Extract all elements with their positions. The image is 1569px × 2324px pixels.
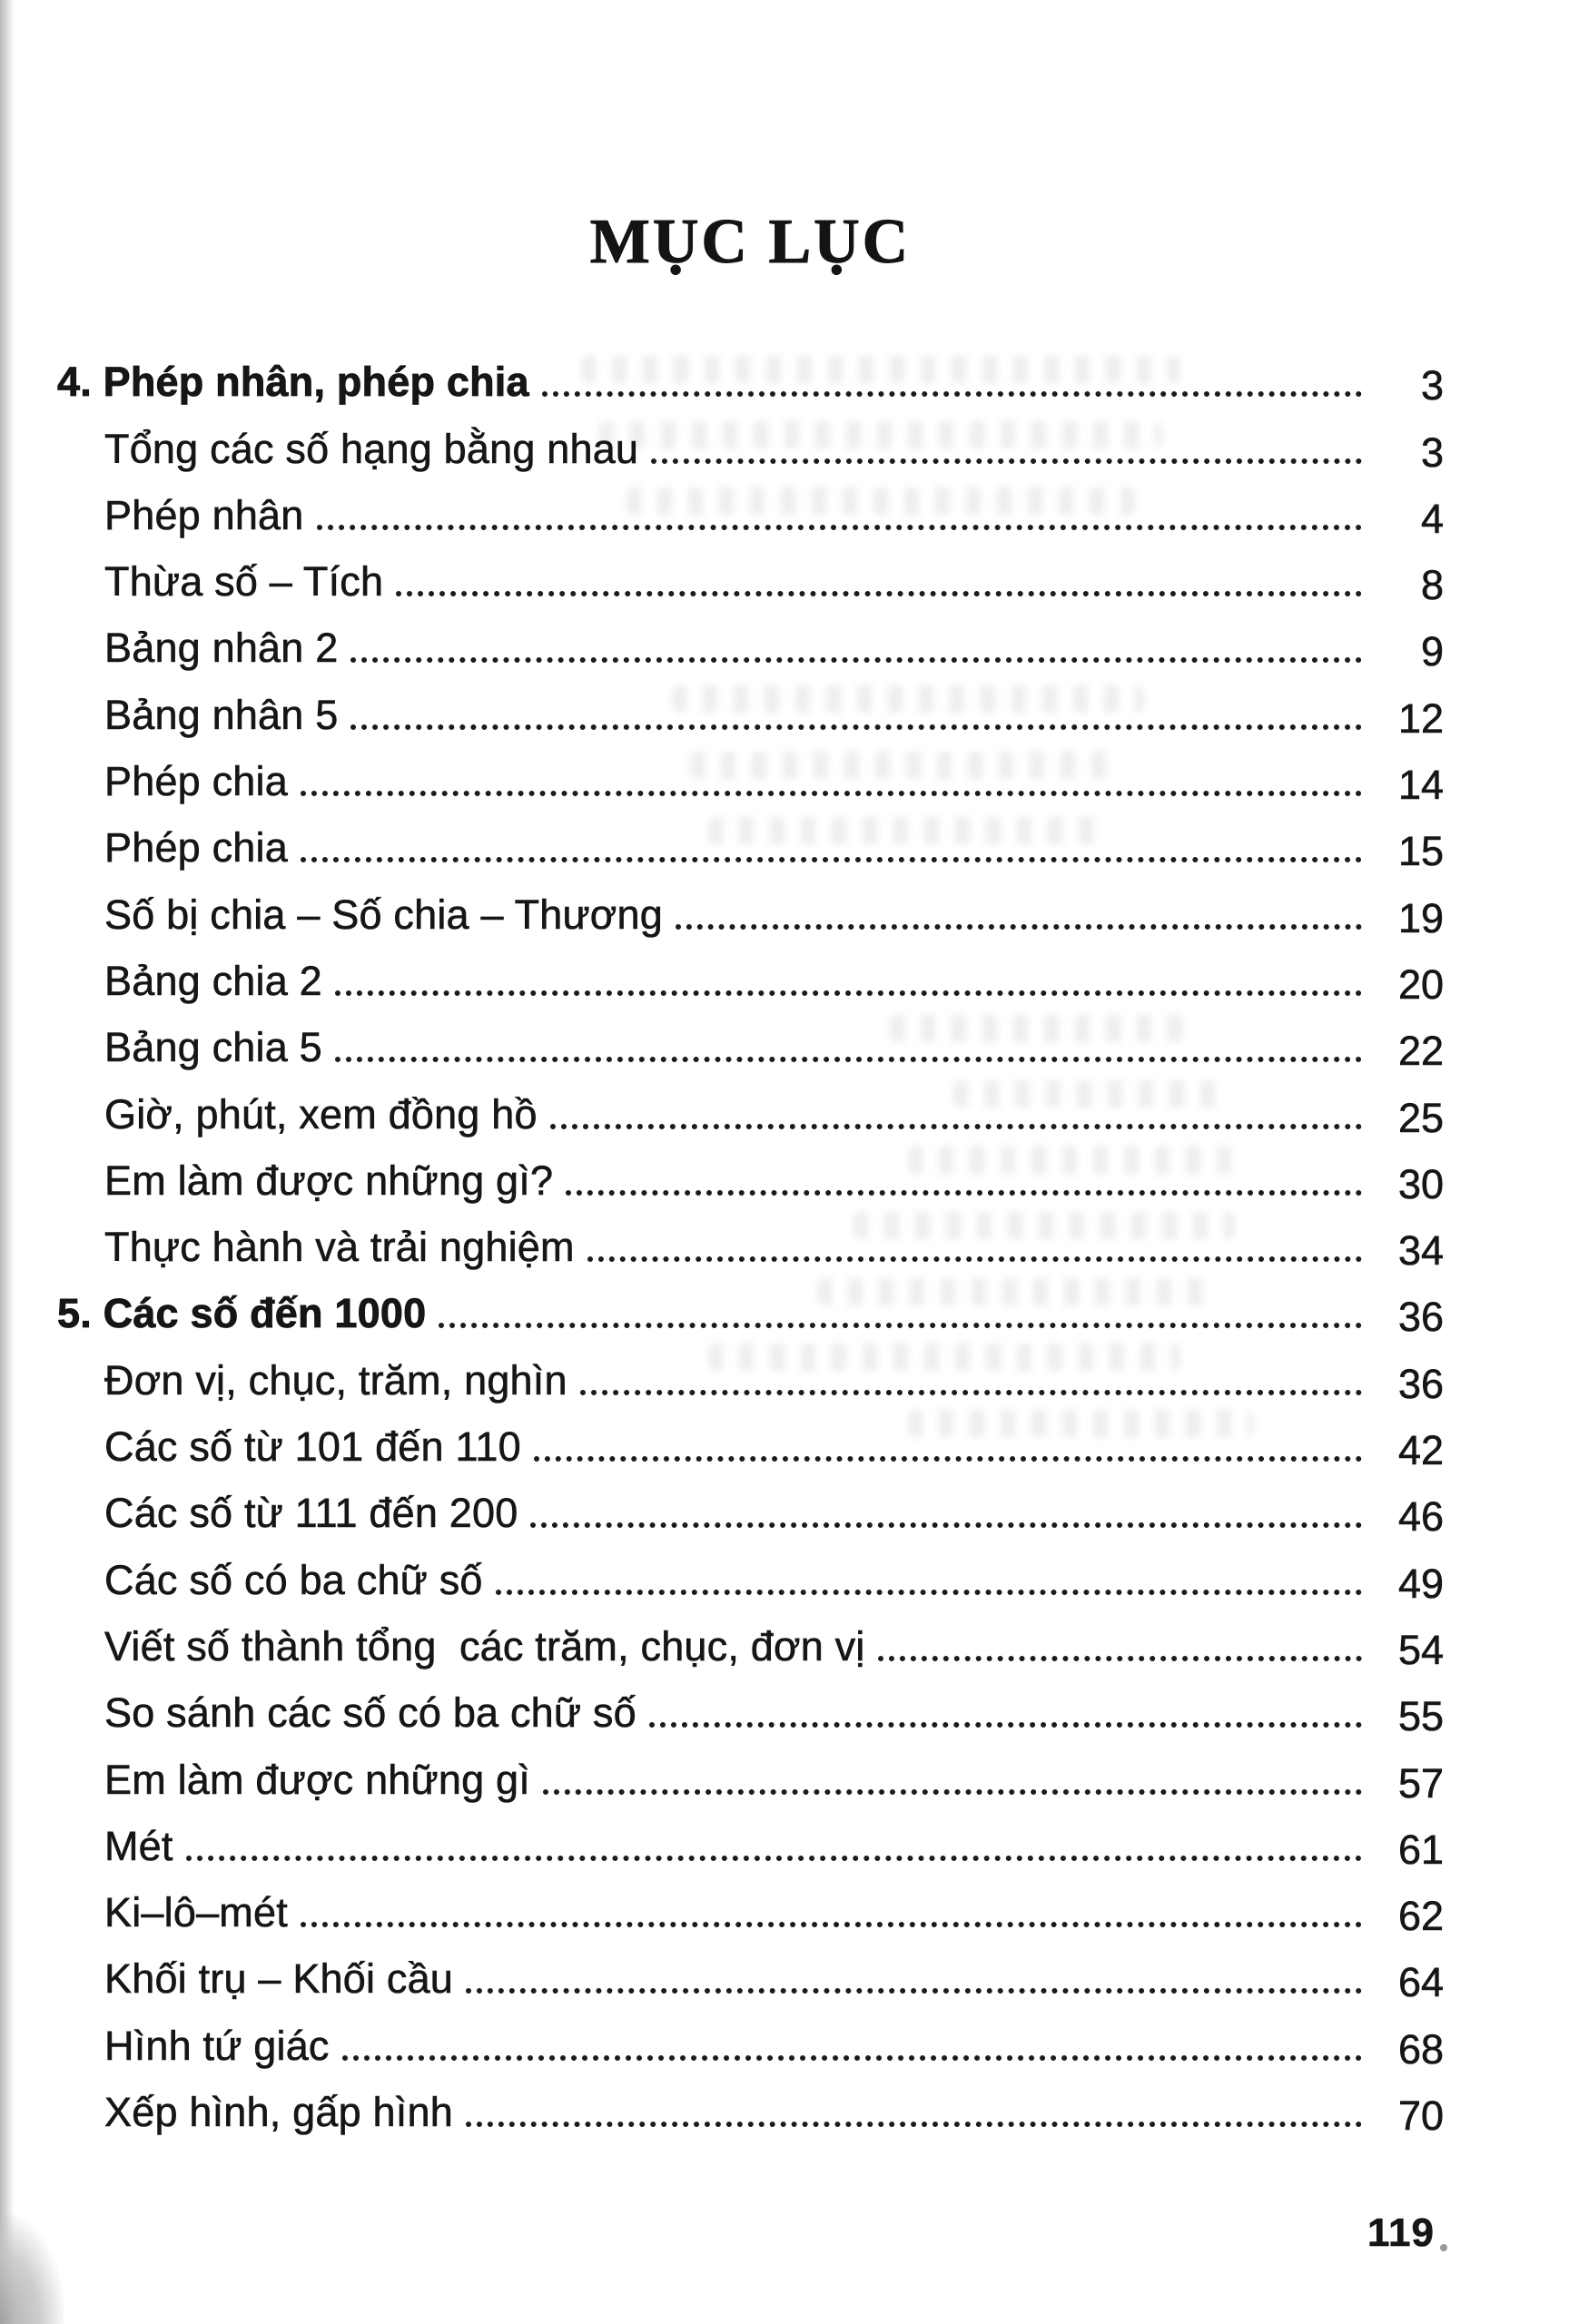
toc-entry-title: 5. Các số đến 1000 bbox=[57, 1290, 427, 1337]
toc-entry-title: Em làm được những gì? bbox=[104, 1157, 554, 1204]
toc-page-number: 49 bbox=[1397, 1560, 1444, 1607]
dotted-leader bbox=[396, 591, 1362, 596]
dotted-leader bbox=[676, 924, 1362, 930]
toc-row bbox=[57, 1401, 1444, 1474]
toc-page-number: 8 bbox=[1420, 562, 1444, 609]
page-title: MỤC LỤC bbox=[589, 207, 912, 277]
toc-entry-title: Phép chia bbox=[104, 758, 288, 805]
toc-page-number: 36 bbox=[1397, 1360, 1444, 1407]
toc-page-number: 19 bbox=[1397, 894, 1444, 941]
dotted-leader bbox=[301, 1922, 1362, 1927]
dotted-leader bbox=[580, 1390, 1362, 1395]
toc-page-number: 64 bbox=[1397, 1959, 1444, 2006]
toc-entry-title: Bảng chia 5 bbox=[104, 1024, 322, 1071]
toc-entry-title: Mét bbox=[104, 1822, 173, 1869]
toc-row bbox=[57, 1667, 1444, 1740]
toc-row bbox=[57, 1068, 1444, 1141]
dotted-leader bbox=[301, 791, 1362, 796]
toc-row bbox=[57, 1866, 1444, 1940]
toc-page-number: 36 bbox=[1397, 1294, 1444, 1341]
toc-page-number: 22 bbox=[1397, 1028, 1444, 1075]
toc-page-number: 3 bbox=[1420, 428, 1444, 476]
dotted-leader bbox=[350, 724, 1362, 730]
toc-page-number: 9 bbox=[1420, 628, 1444, 675]
toc-page-number: 34 bbox=[1397, 1227, 1444, 1275]
dotted-leader bbox=[466, 2122, 1362, 2127]
dotted-leader bbox=[496, 1590, 1362, 1595]
dotted-leader bbox=[649, 1722, 1362, 1728]
dotted-leader bbox=[335, 1057, 1362, 1062]
toc-entry-title: Các số từ 101 đến 110 bbox=[104, 1423, 521, 1471]
toc-row bbox=[57, 536, 1444, 609]
dotted-leader bbox=[530, 1522, 1362, 1528]
toc-entry-title: Thực hành và trải nghiệm bbox=[104, 1224, 575, 1271]
toc-page-number: 61 bbox=[1397, 1826, 1444, 1873]
toc-row bbox=[57, 802, 1444, 875]
toc-row bbox=[57, 1600, 1444, 1673]
dotted-leader bbox=[186, 1856, 1362, 1861]
toc-row bbox=[57, 336, 1444, 409]
toc-entry-title: Em làm được những gì bbox=[104, 1756, 530, 1803]
scan-speck bbox=[1440, 2244, 1447, 2251]
toc-row bbox=[57, 1001, 1444, 1075]
toc-entry-title: Bảng nhân 2 bbox=[104, 625, 339, 672]
toc-entry-title: Xếp hình, gấp hình bbox=[104, 2089, 453, 2136]
toc-entry-title: 4. Phép nhân, phép chia bbox=[57, 359, 529, 406]
toc-row bbox=[57, 735, 1444, 809]
toc-list bbox=[57, 336, 1444, 2140]
toc-entry-title: Số bị chia – Số chia – Thương bbox=[104, 891, 663, 938]
toc-entry-title: Tổng các số hạng bằng nhau bbox=[104, 425, 639, 472]
dotted-leader bbox=[566, 1190, 1362, 1196]
toc-page-number: 25 bbox=[1397, 1094, 1444, 1141]
toc-row bbox=[57, 1933, 1444, 2006]
scan-corner-artifact bbox=[0, 2215, 64, 2324]
dotted-leader bbox=[878, 1656, 1362, 1661]
toc-row bbox=[57, 2066, 1444, 2140]
toc-entry-title: Các số từ 111 đến 200 bbox=[104, 1490, 518, 1537]
dotted-leader bbox=[342, 2055, 1362, 2061]
toc-page-number: 30 bbox=[1397, 1160, 1444, 1207]
dotted-leader bbox=[466, 1988, 1362, 1994]
footer-page-number bbox=[1367, 2213, 1435, 2253]
dotted-leader bbox=[550, 1124, 1362, 1129]
toc-row bbox=[57, 1733, 1444, 1807]
toc-row bbox=[57, 1334, 1444, 1407]
toc-page-number: 46 bbox=[1397, 1493, 1444, 1541]
dotted-leader bbox=[350, 657, 1362, 663]
toc-page-number: 54 bbox=[1397, 1626, 1444, 1673]
toc-row bbox=[57, 469, 1444, 542]
dotted-leader bbox=[439, 1323, 1362, 1328]
dotted-leader bbox=[542, 391, 1362, 397]
toc-row bbox=[57, 1999, 1444, 2073]
toc-row bbox=[57, 402, 1444, 476]
toc-row bbox=[57, 1533, 1444, 1607]
dotted-leader bbox=[317, 525, 1362, 530]
footer-page-number-text: 119 bbox=[1367, 2211, 1435, 2255]
toc-page-number: 4 bbox=[1420, 495, 1444, 542]
toc-row bbox=[57, 668, 1444, 742]
toc-row bbox=[57, 1800, 1444, 1873]
toc-row bbox=[57, 935, 1444, 1008]
toc-page-number: 70 bbox=[1397, 2093, 1444, 2140]
toc-page-number: 15 bbox=[1397, 828, 1444, 875]
toc-entry-title: Hình tứ giác bbox=[104, 2022, 330, 2069]
toc-row bbox=[57, 1135, 1444, 1207]
toc-entry-title: Giờ, phút, xem đồng hồ bbox=[104, 1090, 538, 1137]
toc-entry-title: Viết số thành tổng các trăm, chục, đơn vị bbox=[104, 1622, 865, 1669]
toc-entry-title: Ki–lô–mét bbox=[104, 1889, 288, 1936]
toc-page-number: 62 bbox=[1397, 1893, 1444, 1940]
toc-page-number: 3 bbox=[1420, 362, 1444, 409]
toc-entry-title: Bảng nhân 5 bbox=[104, 691, 339, 738]
dotted-leader bbox=[651, 458, 1362, 464]
toc-row bbox=[57, 1467, 1444, 1541]
toc-entry-title: Khối trụ – Khối cầu bbox=[104, 1955, 454, 2003]
toc-page-number: 14 bbox=[1397, 762, 1444, 809]
toc-entry-title: Các số có ba chữ số bbox=[104, 1556, 483, 1603]
toc-page-number: 68 bbox=[1397, 2025, 1444, 2073]
toc-page-number: 55 bbox=[1397, 1693, 1444, 1740]
toc-entry-title: Thừa số – Tích bbox=[104, 558, 384, 606]
scan-edge-artifact bbox=[0, 0, 15, 2324]
toc-row bbox=[57, 1201, 1444, 1275]
dotted-leader bbox=[301, 857, 1362, 862]
dotted-leader bbox=[534, 1456, 1362, 1462]
toc-page-number: 57 bbox=[1397, 1759, 1444, 1807]
toc-page-number: 42 bbox=[1397, 1427, 1444, 1474]
toc-page-number: 12 bbox=[1397, 694, 1444, 742]
dotted-leader bbox=[587, 1256, 1362, 1262]
toc-row bbox=[57, 602, 1444, 675]
toc-entry-title: Phép nhân bbox=[104, 491, 304, 538]
toc-entry-title: Bảng chia 2 bbox=[104, 957, 322, 1004]
toc-page-number: 20 bbox=[1397, 960, 1444, 1008]
toc-entry-title: So sánh các số có ba chữ số bbox=[104, 1689, 636, 1737]
dotted-leader bbox=[543, 1789, 1362, 1795]
toc-entry-title: Phép chia bbox=[104, 824, 288, 872]
toc-row bbox=[57, 1267, 1444, 1341]
dotted-leader bbox=[335, 990, 1362, 996]
toc-entry-title: Đơn vị, chục, trăm, nghìn bbox=[104, 1356, 567, 1403]
toc-row bbox=[57, 868, 1444, 941]
